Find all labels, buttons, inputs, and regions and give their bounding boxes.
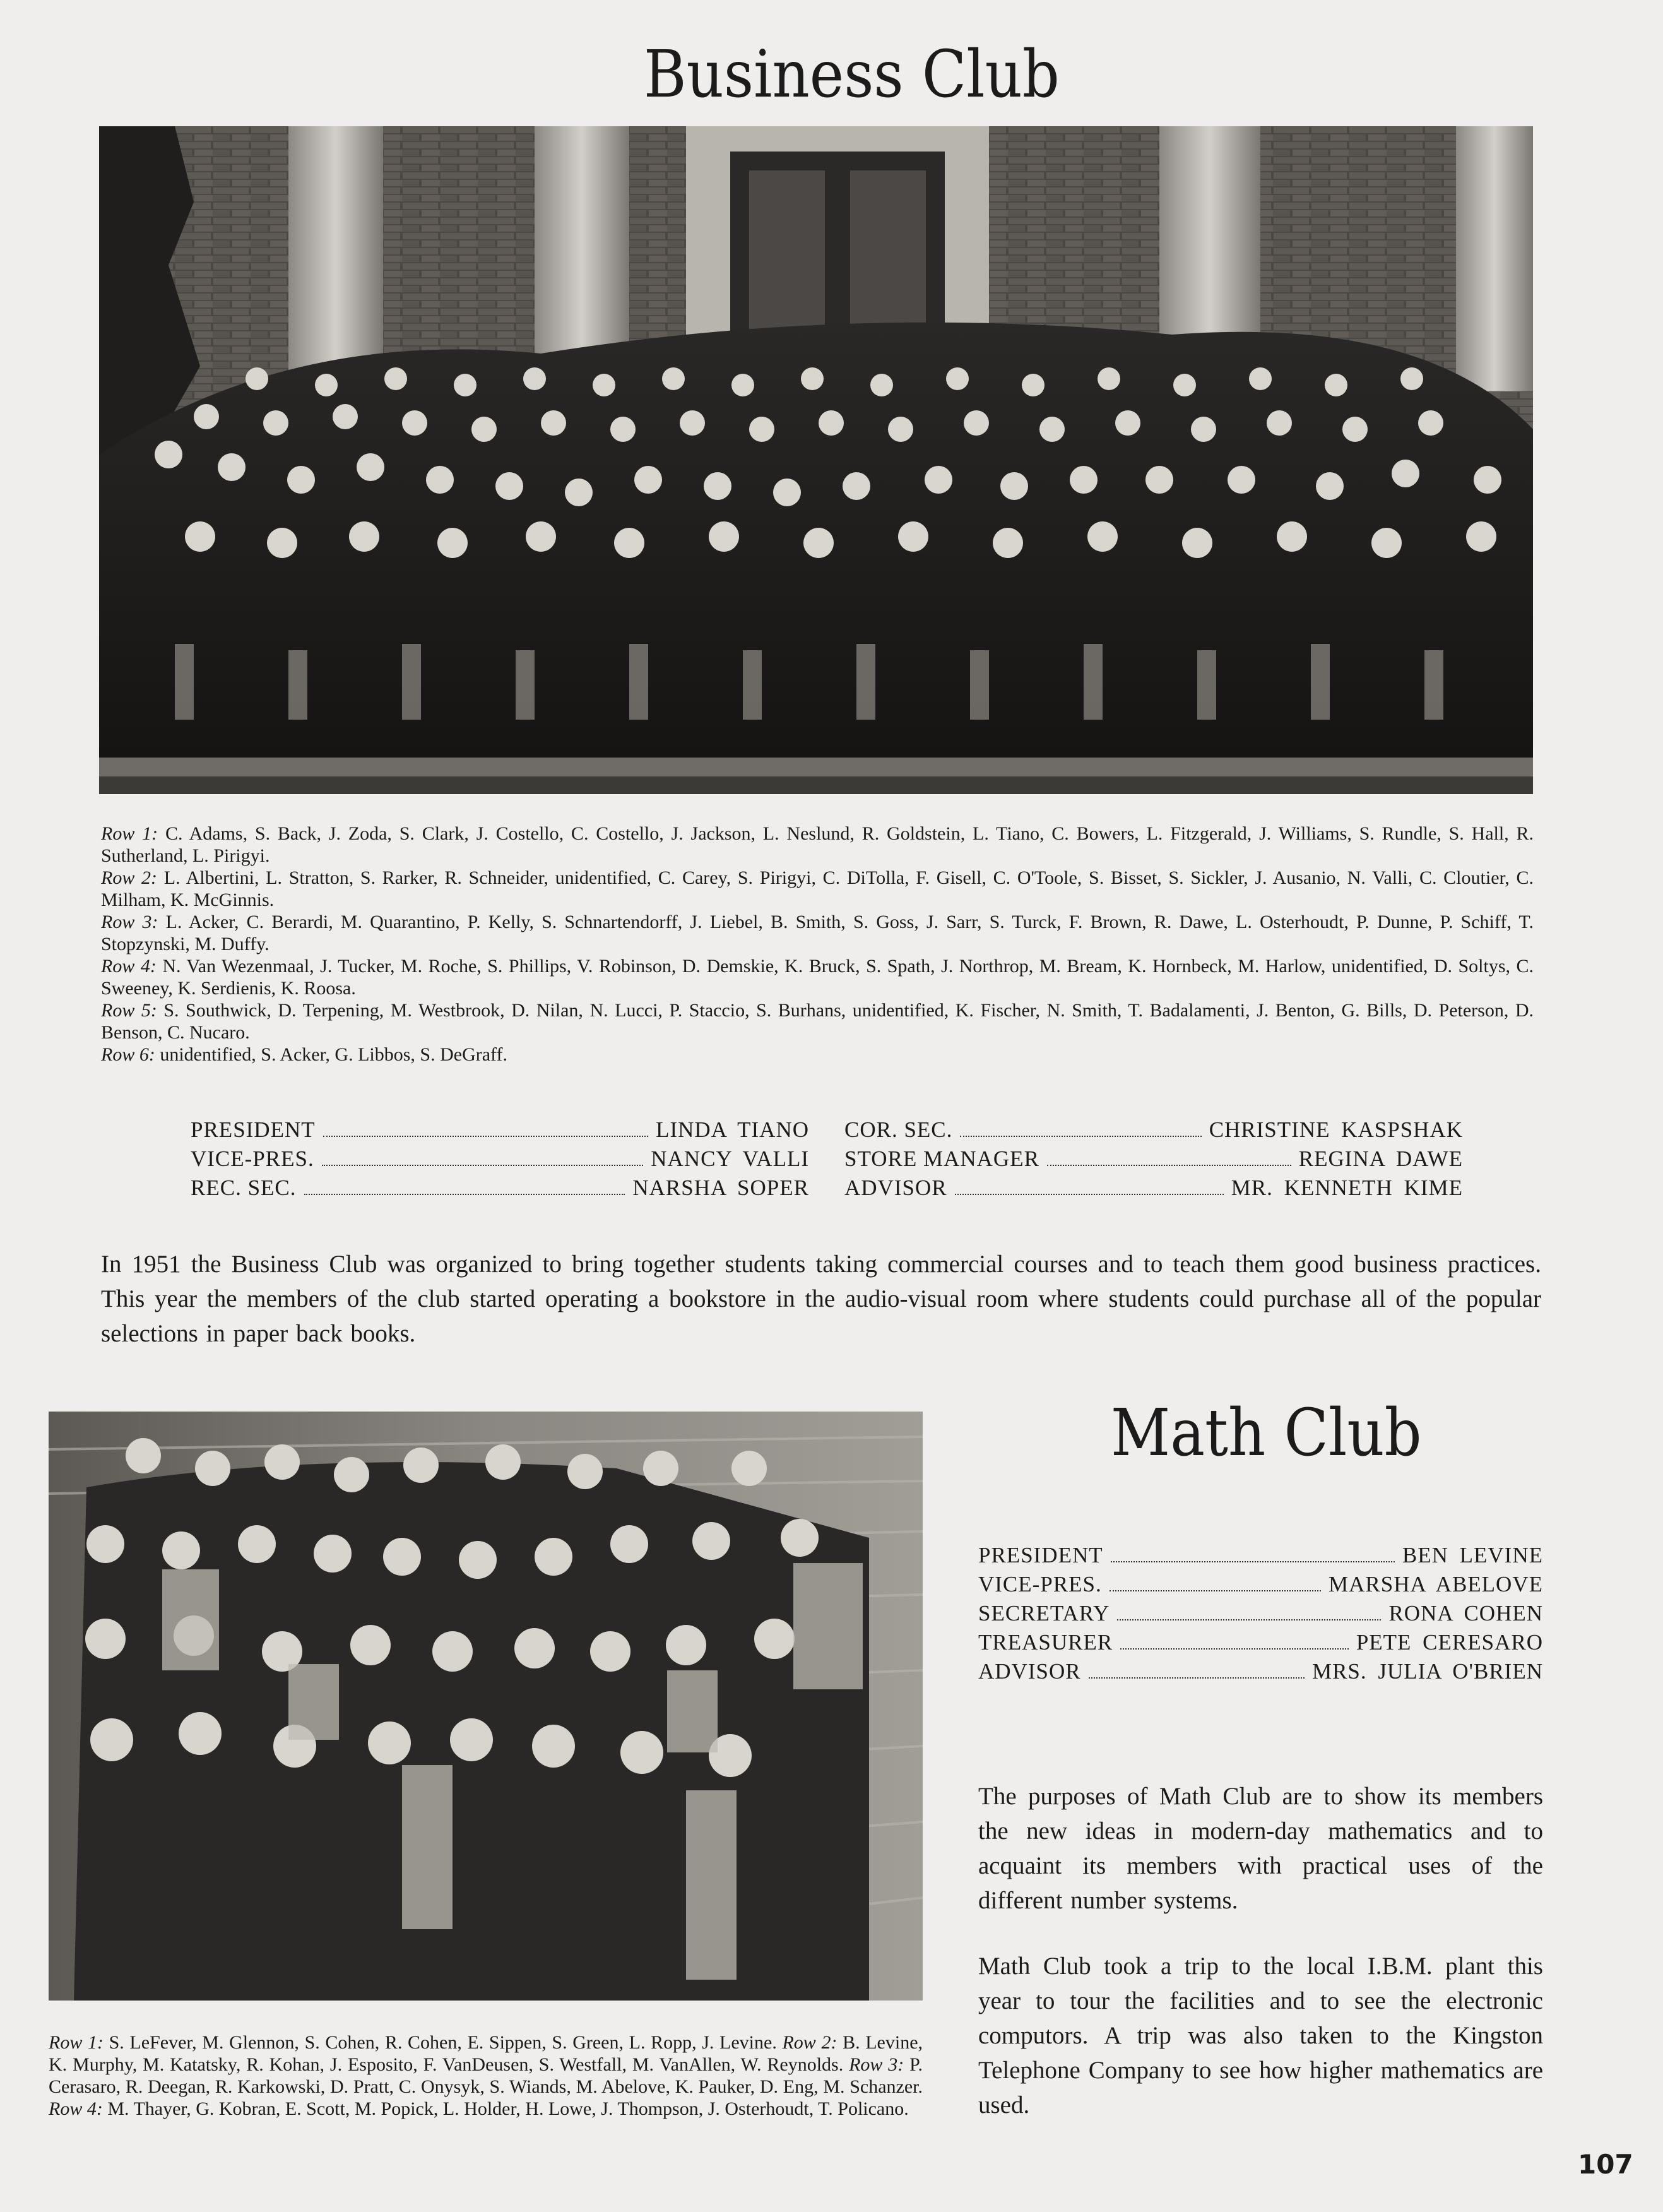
caption-row-3 [101, 911, 1534, 955]
business-club-caption [101, 823, 1534, 1066]
officer-name: CHRISTINE KASPSHAK [1209, 1117, 1463, 1142]
row-label: Row 3: [849, 2054, 904, 2075]
officer-role: ADVISOR [978, 1659, 1081, 1684]
leader-dots [1110, 1590, 1321, 1591]
leader-dots [1117, 1619, 1381, 1620]
officer-name: REGINA DAWE [1298, 1146, 1463, 1171]
officer-row [978, 1541, 1543, 1570]
row-names: C. Adams, S. Back, J. Zoda, S. Clark, J. Costello, C. Costello, J. Jackson, L. Neslund, R. Goldstein, L. Tiano, C. Bowers, L. Fitzgerald, J. Williams, S. Rundle, S. Hall, R. Sutherland, L. Pirigyi. [101, 823, 1534, 866]
business-club-title: Business Club [644, 37, 1060, 112]
officer-role: VICE-PRES. [978, 1572, 1102, 1597]
leader-dots [960, 1136, 1201, 1137]
leader-dots [1120, 1648, 1349, 1650]
officer-name: BEN LEVINE [1402, 1543, 1543, 1567]
leader-dots [955, 1194, 1224, 1195]
leader-dots [1089, 1677, 1305, 1679]
officer-row [844, 1145, 1463, 1174]
row-label: Row 2: [101, 867, 158, 888]
row-label: Row 1: [49, 2032, 104, 2053]
math-club-caption [49, 2031, 923, 2120]
row-label: Row 4: [49, 2098, 103, 2119]
caption-row-5 [101, 999, 1534, 1044]
officer-name: NARSHA SOPER [632, 1175, 809, 1200]
row-names: S. LeFever, M. Glennon, S. Cohen, R. Cohen, E. Sippen, S. Green, L. Ropp, J. Levine. [109, 2032, 777, 2053]
page-number: 107 [1578, 2149, 1633, 2180]
officer-row [978, 1570, 1543, 1599]
officer-name: MR. KENNETH KIME [1231, 1175, 1463, 1200]
officer-role: PRESIDENT [978, 1543, 1103, 1567]
leader-dots [1111, 1561, 1395, 1562]
row-label: Row 2: [782, 2032, 837, 2053]
row-names: unidentified, S. Acker, G. Libbos, S. DeGraff. [160, 1044, 507, 1065]
business-club-description: In 1951 the Business Club was organized to bring together students taking commercial courses and to teach them good business practices. This year the members of the club started operating a bookstore in the audio-visual room where students could purchase all of the popular selections in paper back books. [101, 1251, 1541, 1347]
row-names: S. Southwick, D. Terpening, M. Westbrook, D. Nilan, N. Lucci, P. Staccio, S. Burhans, unidentified, K. Fischer, N. Smith, T. Badalamenti, J. Benton, G. Bills, D. Peterson, D. Benson, C. Nucaro. [101, 1000, 1534, 1043]
math-club-title: Math Club [1111, 1395, 1422, 1471]
caption-row-2 [101, 867, 1534, 911]
officer-row [978, 1628, 1543, 1657]
officer-role: COR. SEC. [844, 1117, 953, 1142]
row-label: Row 5: [101, 1000, 157, 1021]
row-label: Row 4: [101, 956, 157, 977]
officer-role: PRESIDENT [191, 1117, 316, 1142]
row-names: P. Cerasaro, R. Deegan, R. Karkowski, D. Pratt, C. Onysyk, S. Wiands, M. Abelove, K. Pauker, D. Eng, M. Schanzer. [49, 2054, 923, 2097]
officer-row [191, 1115, 809, 1145]
math-club-group-photo [49, 1412, 923, 2001]
row-names: B. Levine, K. Murphy, M. Katatsky, R. Kohan, J. Esposito, F. VanDeusen, S. Westfall, M. VanAllen, W. Reynolds. [49, 2032, 923, 2075]
officer-role: SECRETARY [978, 1601, 1110, 1626]
math-club-trip: Math Club took a trip to the local I.B.M. plant this year to tour the facilities and to see the electronic computors. A trip was also taken to the Kingston Telephone Company to see how higher mathematics are used. [978, 1953, 1543, 2119]
business-club-group-photo [99, 126, 1533, 794]
officer-row [978, 1599, 1543, 1628]
officer-name: NANCY VALLI [651, 1146, 809, 1171]
officer-row [191, 1145, 809, 1174]
row-label: Row 3: [101, 912, 158, 932]
business-officers-right [844, 1115, 1463, 1203]
leader-dots [304, 1194, 625, 1195]
leader-dots [1047, 1165, 1291, 1166]
row-label: Row 6: [101, 1044, 155, 1065]
caption-row-1 [101, 823, 1534, 867]
officer-row [844, 1115, 1463, 1145]
officer-row [978, 1657, 1543, 1686]
officer-name: RONA COHEN [1388, 1601, 1543, 1626]
caption-row-6 [101, 1044, 1534, 1066]
row-names: M. Thayer, G. Kobran, E. Scott, M. Popick, L. Holder, H. Lowe, J. Thompson, J. Osterhoudt, T. Policano. [107, 2098, 909, 2119]
officer-name: MARSHA ABELOVE [1329, 1572, 1543, 1597]
leader-dots [323, 1136, 648, 1137]
math-club-purpose: The purposes of Math Club are to show its members the new ideas in modern-day mathematics and to acquaint its members with practical uses of the different number systems. [978, 1783, 1543, 1914]
row-names: L. Albertini, L. Stratton, S. Rarker, R. Schneider, unidentified, C. Carey, S. Pirigyi, C. DiTolla, F. Gisell, C. O'Toole, S. Bisset, S. Sickler, J. Ausanio, N. Valli, C. Cloutier, C. Milham, K. McGinnis. [101, 867, 1534, 910]
row-names: N. Van Wezenmaal, J. Tucker, M. Roche, S. Phillips, V. Robinson, D. Demskie, K. Bruck, S. Spath, J. Northrop, M. Bream, K. Hornbeck, M. Harlow, unidentified, D. Soltys, C. Sweeney, K. Serdienis, K. Roosa. [101, 956, 1534, 999]
math-officers [978, 1541, 1543, 1686]
officer-role: TREASURER [978, 1630, 1113, 1655]
leader-dots [322, 1165, 644, 1166]
business-officers-left [191, 1115, 809, 1203]
officer-role: STORE MANAGER [844, 1146, 1039, 1171]
business-photo-image [99, 126, 1533, 794]
math-photo-image [49, 1412, 923, 2001]
officer-name: PETE CERESARO [1356, 1630, 1543, 1655]
caption-row-4 [101, 955, 1534, 999]
officer-role: VICE-PRES. [191, 1146, 314, 1171]
officer-row [191, 1174, 809, 1203]
row-names: L. Acker, C. Berardi, M. Quarantino, P. Kelly, S. Schnartendorff, J. Liebel, B. Smith, S. Goss, J. Sarr, S. Turck, F. Brown, R. Dawe, L. Osterhoudt, P. Dunne, P. Schiff, T. Stopzynski, M. Duffy. [101, 912, 1534, 954]
officer-role: REC. SEC. [191, 1175, 297, 1200]
officer-row [844, 1174, 1463, 1203]
officer-role: ADVISOR [844, 1175, 947, 1200]
row-label: Row 1: [101, 823, 158, 844]
officer-name: LINDA TIANO [656, 1117, 809, 1142]
officer-name: MRS. JULIA O'BRIEN [1311, 1659, 1543, 1684]
